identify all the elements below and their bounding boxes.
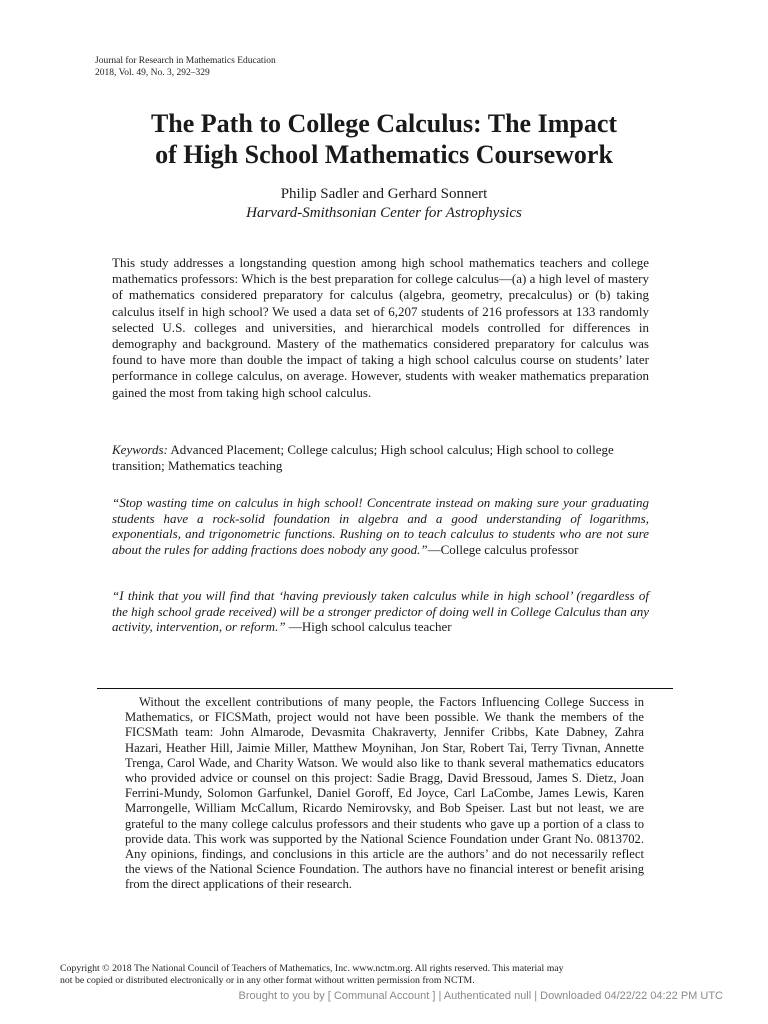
quote-attribution: —High school calculus teacher: [285, 619, 452, 635]
keywords-label: Keywords:: [112, 442, 168, 457]
abstract: This study addresses a longstanding question among high school mathematics teachers and college mathematics professors: Which is the best preparation for college calculus—(a) a high level of mastery of mathematics considered preparatory for calculus (algebra, geometry, precalculus) or (b) taking calculus itself in high school? We used a data set of 6,207 students of 216 professors at 133 randomly selected U.S. colleges and universities, and hierarchical models controlled for differences in demography and background. Mastery of the mathematics considered preparatory for calculus was found to have more than double the impact of taking a high school calculus course on students’ later performance in college calculus, on average. However, students with weaker mathematics preparation gained the most from taking high school calculus.: [112, 255, 649, 400]
footnote-divider: [97, 688, 673, 689]
author-affiliation: Harvard-Smithsonian Center for Astrophysics: [246, 205, 522, 221]
keywords: [112, 442, 649, 474]
article-title: [60, 108, 708, 170]
keywords-text: Advanced Placement; College calculus; High school calculus; High school to college transition; Mathematics teaching: [112, 442, 614, 474]
copyright-line-1: Copyright © 2018 The National Council of Teachers of Mathematics, Inc. www.nctm.org. All rights reserved. This material may: [60, 963, 564, 974]
copyright-line-2: not be copied or distributed electronically or in any other format without written permission from NCTM.: [60, 975, 475, 986]
journal-name: Journal for Research in Mathematics Education: [95, 56, 276, 66]
copyright-notice: [60, 963, 720, 987]
journal-header: [95, 55, 276, 79]
title-line-1: The Path to College Calculus: The Impact: [150, 109, 618, 138]
title-line-2: of High School Mathematics Coursework: [155, 140, 613, 169]
quote-text: “I think that you will find that ‘having previously taken calculus while in high school’ (regardless of the high school grade received) will be a stronger predictor of doing well in College Calculus than any activity, intervention, or reform.”: [112, 588, 649, 635]
quote-attribution: —College calculus professor: [427, 541, 579, 557]
epigraph-quote: [112, 588, 649, 635]
acknowledgment-footnote: Without the excellent contributions of many people, the Factors Influencing College Success in Mathematics, or FICSMath, project would not have been possible. We thank the members of the FICSMath team: John Almarode, Devasmita Chakraverty, Jennifer Cribbs, Kate Dabney, Zahra Hazari, Heather Hill, Jaimie Miller, Matthew Moynihan, Jon Star, Robert Tai, Terry Tivnan, Annette Trenga, Carol Wade, and Charity Watson. We would also like to thank several mathematics educators who provided advice or counsel on this project: Sadie Bragg, David Bressoud, James S. Dietz, Joan Ferrini-Mundy, Solomon Garfunkel, Daniel Goroff, Ed Joyce, Carl LaCombe, James Lewis, Karen Marrongelle, William McCallum, Ricardo Nemirovsky, and Bob Speiser. Last but not least, we are grateful to the many college calculus professors and their students who gave up a portion of a class to provide data. This work was supported by the National Science Foundation under Grant No. 0813702. Any opinions, findings, and conclusions in this article are the authors’ and do not necessarily reflect the views of the National Science Foundation. The authors have no financial interest or benefit arising from the direct applications of their research.: [125, 695, 644, 892]
author-block: [60, 185, 708, 223]
journal-citation: 2018, Vol. 49, No. 3, 292–329: [95, 68, 210, 78]
epigraph-quote: [112, 495, 649, 557]
author-names: Philip Sadler and Gerhard Sonnert: [280, 186, 488, 202]
download-watermark: Brought to you by [ Communal Account ] | Authenticated null | Downloaded 04/22/22 04:22 PM UTC: [238, 990, 723, 1002]
quote-text: “Stop wasting time on calculus in high school! Concentrate instead on making sure your graduating students have a rock-solid foundation in algebra and a good understanding of logarithms, exponentials, and trigonometric functions. Rushing on to teach calculus to students who are not sure about the rules for adding fractions does nobody any good.”: [112, 495, 649, 557]
